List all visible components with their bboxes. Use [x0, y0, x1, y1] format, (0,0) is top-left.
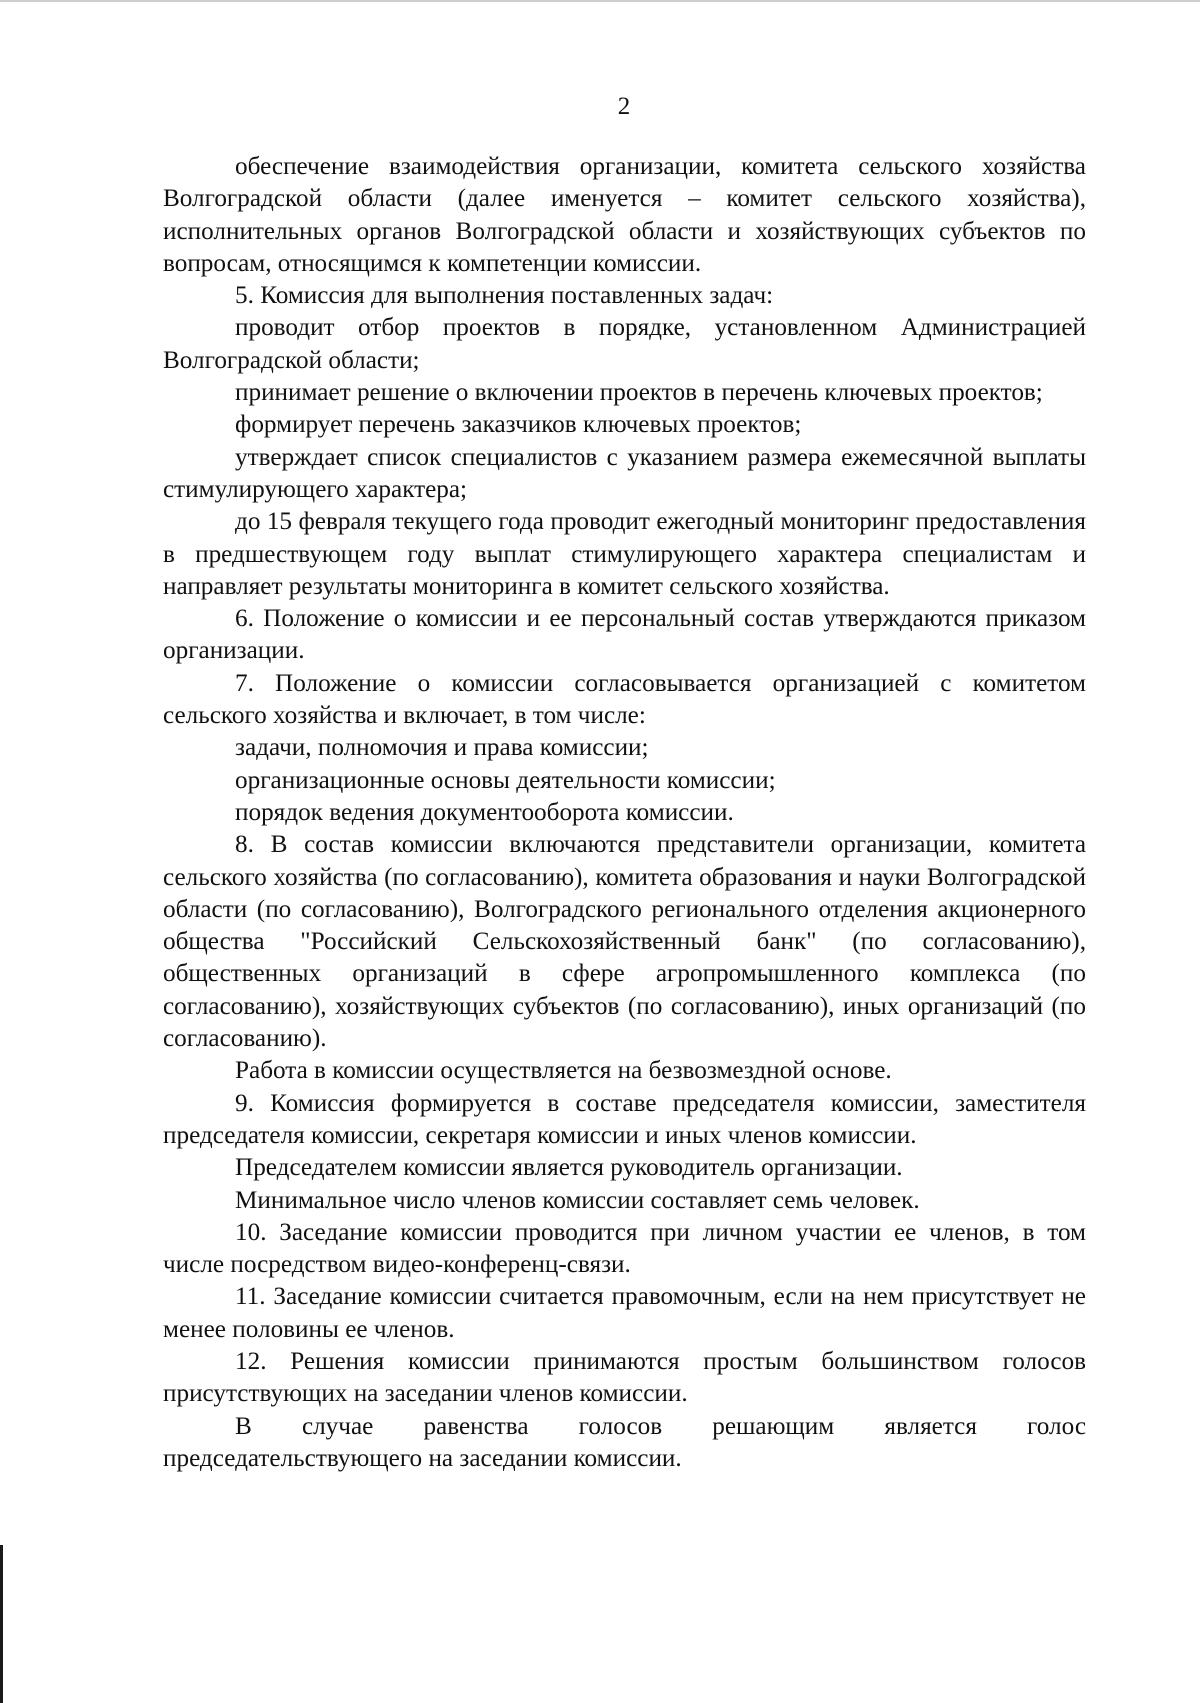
paragraph-item-5-specialists: утверждает список специалистов с указанием размера ежемесячной выплаты стимулирующего характера;	[163, 443, 1086, 503]
paragraph-item-5: 5. Комиссия для выполнения поставленных задач:	[235, 282, 774, 310]
paragraph-item-5-customers: формирует перечень заказчиков ключевых проектов;	[235, 411, 802, 439]
paragraph-item-5-selection: проводит отбор проектов в порядке, установленном Администрацией Волгоградской области;	[163, 314, 1086, 374]
paragraph-item-5-monitoring: до 15 февраля текущего года проводит ежегодный мониторинг предоставления в предшествующем году выплат стимулирующего характера специалистам и направляет результаты мониторинга в комитет сельского хозяйства.	[163, 508, 1086, 600]
paragraph-item-5-decision: принимает решение о включении проектов в перечень ключевых проектов;	[235, 379, 1043, 407]
page-number: 2	[617, 93, 631, 120]
paragraph-interaction: обеспечение взаимодействия организации, комитета сельского хозяйства Волгоградской области (далее именуется – комитет сельского хозяйства), исполнительных органов Волгоградской области и хозяйствующих субъектов по вопросам, относящимся к компетенции комиссии.	[163, 153, 1086, 277]
paragraph-item-9-minimum: Минимальное число членов комиссии составляет семь человек.	[235, 1186, 920, 1214]
paragraph-item-7: 7. Положение о комиссии согласовывается организацией с комитетом сельского хозяйства и включает, в том числе:	[163, 669, 1086, 730]
paragraph-item-12-tie: В случае равенства голосов решающим является голос председательствующего на заседании комиссии.	[163, 1412, 1086, 1472]
paragraph-item-11: 11. Заседание комиссии считается правомочным, если на нем присутствует не менее половины ее членов.	[163, 1283, 1086, 1343]
paragraph-item-7-tasks: задачи, полномочия и права комиссии;	[235, 734, 649, 762]
document-body	[163, 151, 1086, 1475]
paragraph-item-10: 10. Заседание комиссии проводится при личном участии ее членов, в том числе посредством видео-конференц-связи.	[163, 1218, 1086, 1279]
paragraph-item-12: 12. Решения комиссии принимаются простым большинством голосов присутствующих на заседании членов комиссии.	[163, 1347, 1086, 1408]
paragraph-item-6: 6. Положение о комиссии и ее персональный состав утверждаются приказом организации.	[163, 605, 1086, 665]
paragraph-item-7-documents: порядок ведения документооборота комиссии.	[235, 798, 734, 826]
paragraph-item-7-foundations: организационные основы деятельности комиссии;	[235, 766, 776, 794]
paragraph-item-9-chairman: Председателем комиссии является руководитель организации.	[235, 1154, 903, 1182]
scan-left-edge-mark	[0, 1545, 3, 1703]
paragraph-item-8: 8. В состав комиссии включаются представители организации, комитета сельского хозяйства (по согласованию), комитета образования и науки Волгоградской области (по согласованию), Волгоградского регионального отделения акционерного общества "Российский Сельскохозяйственный банк" (по согласованию), общественных организаций в сфере агропромышленного комплекса (по согласованию), хозяйствующих субъектов (по согласованию), иных организаций (по согласованию).	[163, 831, 1086, 1053]
paragraph-item-9: 9. Комиссия формируется в составе председателя комиссии, заместителя председателя комиссии, секретаря комиссии и иных членов комиссии.	[163, 1089, 1086, 1149]
paragraph-item-8-unpaid: Работа в комиссии осуществляется на безвозмездной основе.	[235, 1057, 892, 1085]
scan-top-edge	[0, 0, 1200, 2]
